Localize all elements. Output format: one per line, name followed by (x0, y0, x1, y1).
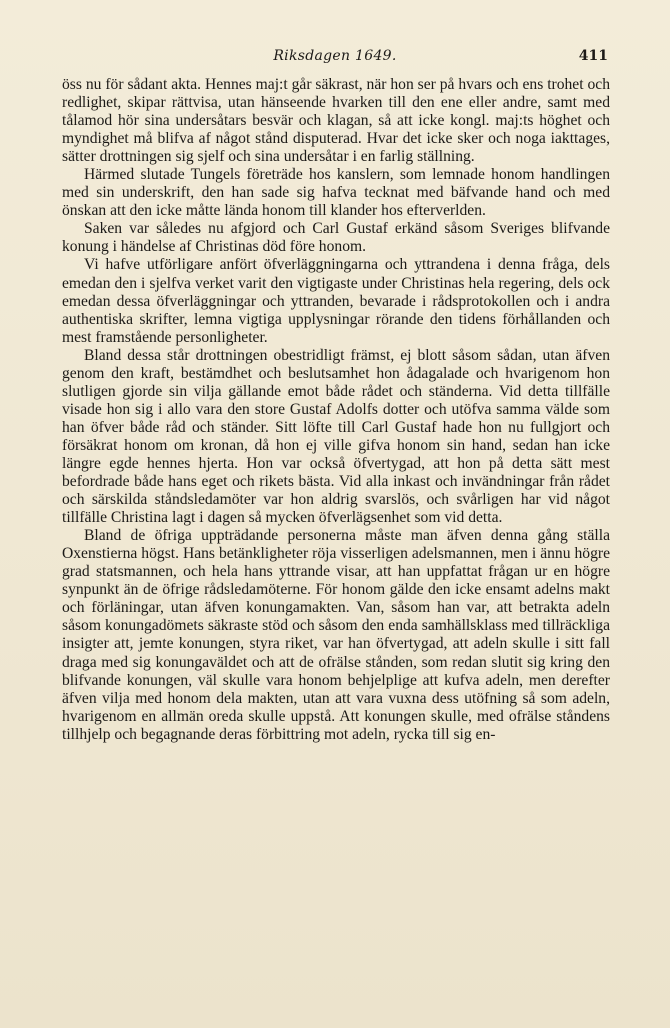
paragraph: Vi hafve utförligare anfört öfverläggningarna och yttrandena i denna fråga, dels emedan den i sjelfva verket varit den vigtigaste under Christinas hela regering, dels ock emedan dessa öfverläggningar och yttranden, bevarade i rådsprotokollen och i andra authentiska skrifter, lemna vigtiga upplysningar rörande den tidens förhållanden och mest framstående personligheter. (62, 256, 610, 346)
paragraph: Saken var således nu afgjord och Carl Gustaf erkänd såsom Sveriges blifvande konung i händelse af Christinas död före honom. (62, 220, 610, 256)
page-number: 411 (578, 48, 608, 64)
body-text (62, 76, 610, 744)
paragraph: öss nu för sådant akta. Hennes maj:t går säkrast, när hon ser på hvars och ens trohet och redlighet, skipar rättvisa, utan hänseende hvarken till den ene eller andre, samt med tålamod hör sina undersåtars besvär och klagan, så att icke kongl. maj:ts höghet och myndighet må blifva af något stånd disputerad. Hvar det icke sker och noga iakttages, sätter drottningen sig sjelf och sina undersåtar i en farlig ställning. (62, 76, 610, 166)
paragraph: Härmed slutade Tungels företräde hos kanslern, som lemnade honom handlingen med sin underskrift, den han sade sig hafva tecknat med bäfvande hand och med önskan att den icke måtte lända honom till klander hos efterverlden. (62, 166, 610, 220)
paragraph: Bland de öfriga uppträdande personerna måste man äfven denna gång ställa Oxenstierna högst. Hans betänkligheter röja visserligen adelsmannen, men i ännu högre grad statsmannen, och hela hans yttrande visar, att han uppfattat frågan ur en högre synpunkt än de öfrige rådsledamöterne. För honom gälde den icke ensamt adelns makt och förläningar, utan äfven konungamakten. Van, såsom han var, att betrakta adeln såsom konungadömets säkraste stöd och såsom den enda samhällsklass med tillräckliga insigter att, jemte konungen, styra riket, var han öfvertygad, att adeln skulle i sitt fall draga med sig konungaväldet och att de ofrälse stånden, som redan slutit sig kring den blifvande konungen, väl skulle vara honom behjelplige att kufva adeln, men derefter äfven vilja med honom dela makten, utan att vara vuxna dess utöfning så som adeln, hvarigenom en allmän oreda skulle uppstå. Att konungen skulle, med ofrälse ståndens tillhjelp och begagnande deras förbittring mot adeln, rycka till sig en- (62, 527, 610, 743)
page-header (62, 48, 608, 70)
paragraph: Bland dessa står drottningen obestridligt främst, ej blott såsom sådan, utan äfven genom den kraft, bestämdhet och beslutsamhet hon ådagalade och hvarigenom hon slutligen gjorde sin vilja gällande emot både rådet och ständerna. Vid detta tillfälle visade hon sig i allo vara den store Gustaf Adolfs dotter och utöfva samma välde som han öfver både råd och ständer. Sitt löfte till Carl Gustaf hade hon nu fullgjort och försäkrat honom om kronan, då hon ej ville gifva honom sin hand, sedan han icke längre egde hennes hjerta. Hon var också öfvertygad, att hon på detta sätt mest befordrade både hans eget och rikets bästa. Vid alla inkast och invändningar från rådet och särskilda ståndsledamöter var hon aldrig svarslös, och svårligen har vid något tillfälle Christina lagt i dagen så mycken öfverlägsenhet som vid detta. (62, 346, 610, 527)
running-title: Riksdagen 1649. (273, 48, 397, 64)
